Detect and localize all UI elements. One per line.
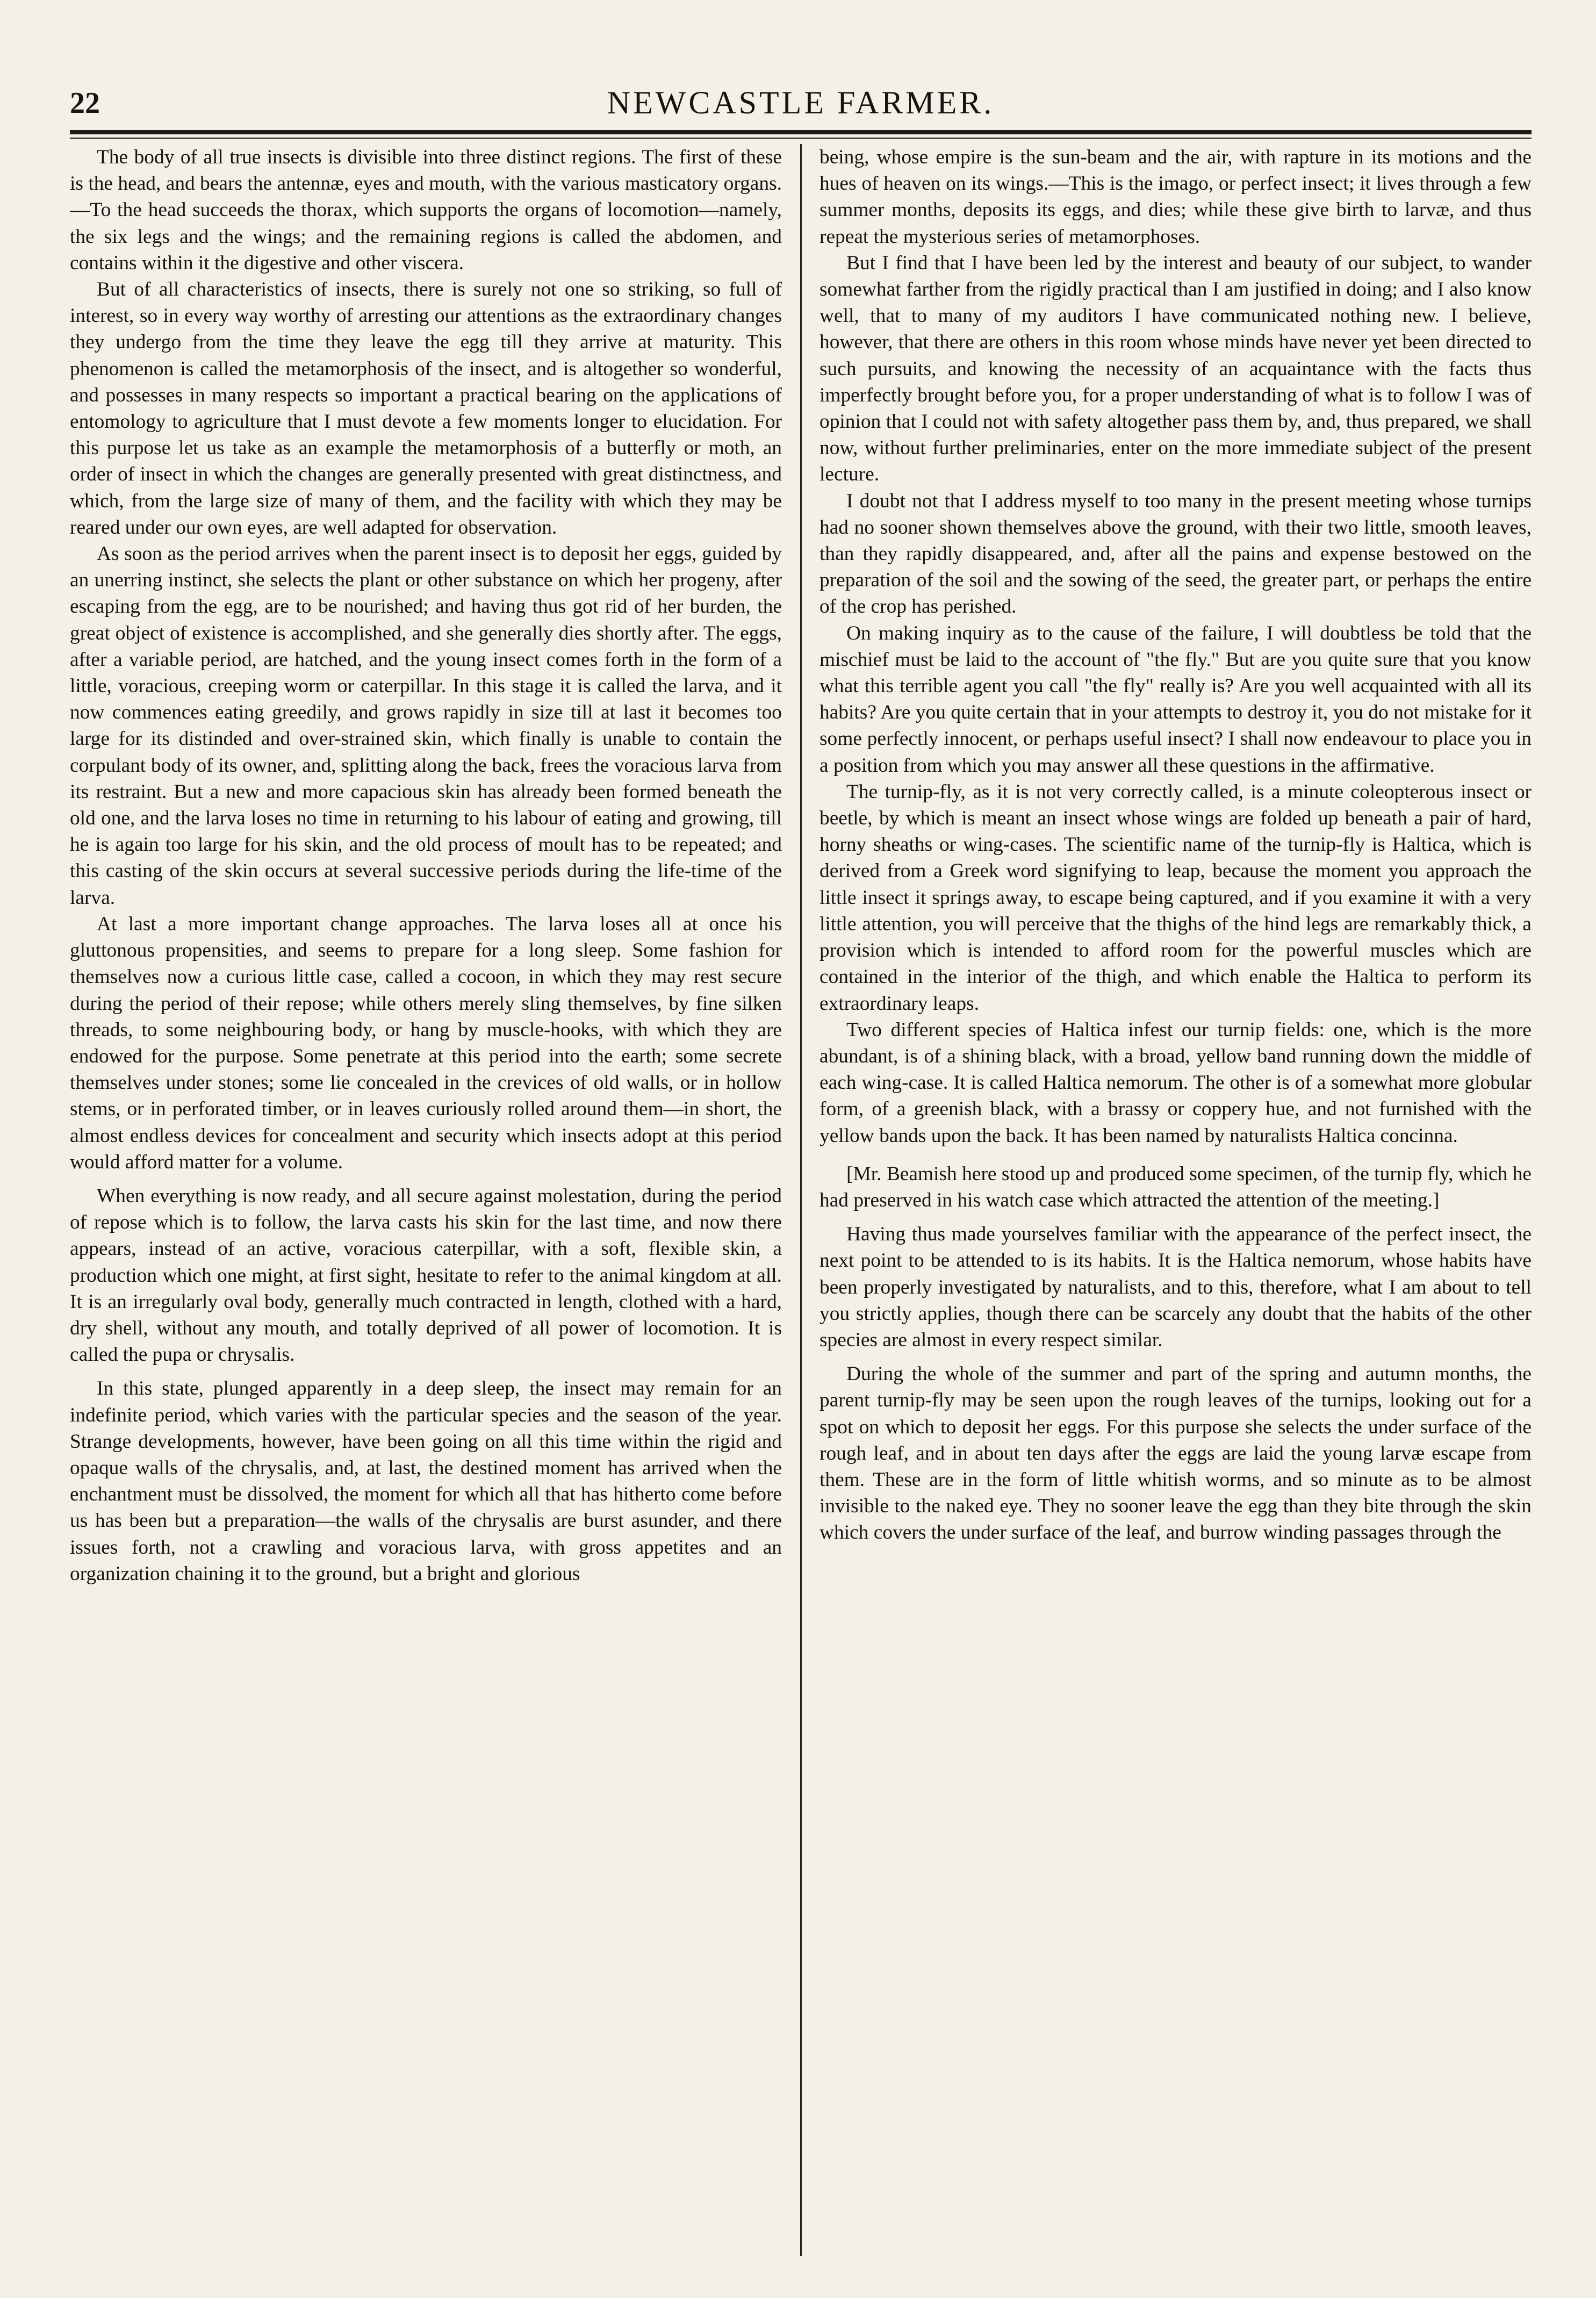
masthead-rule-thick <box>70 130 1532 134</box>
left-paragraph-metamorphosis-intro: But of all characteristics of insects, there is surely not one so striking, so full of interest, so in every way worthy of arresting our attentions as the extraordinary changes they undergo from the time they leave the egg till they arrive at maturity. This phenomenon is called the metamorphosis of the insect, and is altogether so wonderful, and possesses in many respects so important a practical bearing on the applications of entomology to agriculture that I must devote a few moments longer to elucidation. For this purpose let us take as an example the metamorphosis of a butterfly or moth, an order of insect in which the changes are generally presented with great distinctness, and which, from the large size of many of them, and the facility with which they may be reared under our own eyes, are well adapted for observation. <box>70 278 782 538</box>
left-paragraph-egg-and-larva: As soon as the period arrives when the parent insect is to deposit her eggs, guided by an unerring instinct, she selects the plant or other substance on which her progeny, after escaping from the egg, are to be nourished; and having thus got rid of her burden, the great object of existence is accomplished, and she generally dies shortly after. The eggs, after a variable period, are hatched, and the young insect comes forth in the form of a little, voracious, creeping worm or caterpillar. In this stage it is called the larva, and it now commences eating greedily, and grows rapidly in size till at last it becomes too large for its distinded and over-strained skin, which finally is unable to contain the corpulant body of its owner, and, splitting along the back, frees the voracious larva from its restraint. But a new and more capacious skin has already been formed beneath the old one, and the larva loses no time in returning to his labour of eating and growing, till he is again too large for his skin, and the old process of moult has to be repeated; and this casting of the skin occurs at several successive periods during the life-time of the larva. <box>70 543 782 909</box>
right-paragraph-egg-laying: During the whole of the summer and part of the spring and autumn months, the parent turnip-fly may be seen upon the rough leaves of the turnips, looking out for a spot on which to deposit her eggs. For this purpose she selects the under surface of the rough leaf, and in about ten days after the eggs are laid the young larvæ escape from them. These are in the form of little whitish worms, and so minute as to be almost invisible to the naked eye. They no sooner leave the egg than they bite through the skin which covers the under surface of the leaf, and burrow winding passages through the <box>819 1363 1532 1544</box>
masthead-rule-thin <box>70 138 1532 139</box>
left-paragraph-cocoon: At last a more important change approaches. The larva loses all at once his gluttonous propensities, and seems to prepare for a long sleep. Some fashion for themselves now a curious little case, called a cocoon, in which they may rest secure during the period of their repose; while others merely sling themselves, by fine silken threads, to some neighbouring body, or hang by muscle-hooks, with which they are endowed for the purpose. Some penetrate at this period into the earth; some secrete themselves under stones; some lie concealed in the crevices of old walls, or in hollow stems, or in perforated timber, or in leaves curiously rolled around them—in short, the almost endless devices for concealment and security which insects adopt at this period would afford matter for a volume. <box>70 913 782 1173</box>
right-paragraph-turnips-perished: I doubt not that I address myself to too many in the present meeting whose turnips had no sooner shown themselves above the ground, with their two little, smooth leaves, than they rapidly disappeared, and, after all the pains and expense bestowed on the preparation of the soil and the sowing of the seed, the greater part, or perhaps the entire of the crop has perished. <box>819 490 1532 618</box>
left-paragraph-pupa: When everything is now ready, and all secure against molestation, during the period of repose which is to follow, the larva casts his skin for the last time, and now there appears, instead of an active, voracious caterpillar, with a soft, flexible skin, a production which one might, at first sight, hesitate to refer to the animal kingdom at all. It is an irregularly oval body, generally much contracted in length, clothed with a hard, dry shell, without any mouth, and totally deprived of all power of locomotion. It is called the pupa or chrysalis. <box>70 1184 782 1366</box>
column-divider <box>800 144 802 2256</box>
right-paragraph-digression: But I find that I have been led by the interest and beauty of our subject, to wander somewhat farther from the rigidly practical than I am justified in doing; and I also know well, that to many of my auditors I have communicated nothing new. I believe, however, that there are others in this room whose minds have never yet been directed to such pursuits, and knowing the necessity of an acquaintance with the facts thus imperfectly brought before you, for a proper understanding of what is to follow I was of opinion that I could not with safety altogether pass them by, and, thus prepared, we shall now, without further preliminaries, enter on the more immediate subject of the present lecture. <box>819 252 1532 486</box>
article-columns <box>70 144 1532 2256</box>
right-paragraph-haltica: The turnip-fly, as it is not very correctly called, is a minute coleopterous insect or beetle, by which is meant an insect whose wings are folded up beneath a pair of hard, horny sheaths or wing-cases. The scientific name of the turnip-fly is Haltica, which is derived from a Greek word signifying to leap, because the moment you approach the little insect it springs away, to escape being captured, and if you examine it with a very little attention, you will perceive that the thighs of the hind legs are remarkably thick, a provision which is intended to afford room for the powerful muscles which are contained in the interior of the thigh, and which enable the Haltica to perform its extraordinary leaps. <box>819 780 1532 1015</box>
masthead <box>70 81 1532 124</box>
running-title: NEWCASTLE FARMER. <box>607 85 995 120</box>
left-paragraph-chrysalis: In this state, plunged apparently in a deep sleep, the insect may remain for an indefinite period, which varies with the particular species and the season of the year. Strange developments, however, have been going on all this time within the rigid and opaque walls of the chrysalis, and, at last, the destined moment has arrived when the enchantment must be dissolved, the moment for which all that has hitherto come before us has been but a preparation—the walls of the chrysalis are burst asunder, and there issues forth, not a crawling and voracious larva, with gross appetites and an organization chaining it to the ground, but a bright and glorious <box>70 1377 782 1585</box>
right-paragraph-imago: being, whose empire is the sun-beam and the air, with rapture in its motions and the hues of heaven on its wings.—This is the imago, or perfect insect; it lives through a few summer months, deposits its eggs, and dies; while these give birth to larvæ, and thus repeat the mysterious series of metamorphoses. <box>819 146 1532 248</box>
right-column <box>819 144 1532 2256</box>
right-paragraph-two-species: Two different species of Haltica infest our turnip fields: one, which is the more abundant, is of a shining black, with a broad, yellow band running down the middle of each wing-case. It is called Haltica nemorum. The other is of a somewhat more globular form, of a greenish black, with a brassy or coppery hue, and not furnished with the yellow bands upon the back. It has been named by naturalists Haltica concinna. <box>819 1018 1532 1147</box>
left-column <box>70 144 782 2256</box>
right-paragraph-specimen-note: [Mr. Beamish here stood up and produced some specimen, of the turnip fly, which he had preserved in his watch case which attracted the attention of the meeting.] <box>819 1162 1532 1211</box>
page-number: 22 <box>70 87 100 120</box>
right-paragraph-the-fly: On making inquiry as to the cause of the failure, I will doubtless be told that the mischief must be laid to the account of "the fly." But are you quite sure that you know what this terrible agent you call "the fly" really is? Are you well acquainted with all its habits? Are you quite certain that in your attempts to destroy it, you do not mistake for it some perfectly innocent, or perhaps useful insect? I shall now endeavour to place you in a position from which you may answer all these questions in the affirmative. <box>819 622 1532 777</box>
right-paragraph-habits: Having thus made yourselves familiar with the appearance of the perfect insect, the next point to be attended to is its habits. It is the Haltica nemorum, whose habits have been properly investigated by naturalists, and to this, therefore, what I am about to tell you strictly applies, though there can be scarcely any doubt that the habits of the other species are almost in every respect similar. <box>819 1223 1532 1351</box>
left-paragraph-body-regions: The body of all true insects is divisible into three distinct regions. The first of these is the head, and bears the antennæ, eyes and mouth, with the various masticatory organs.—To the head succeeds the thorax, which supports the organs of locomotion—namely, the six legs and the wings; and the remaining regions is called the abdomen, and contains within it the digestive and other viscera. <box>70 146 782 274</box>
